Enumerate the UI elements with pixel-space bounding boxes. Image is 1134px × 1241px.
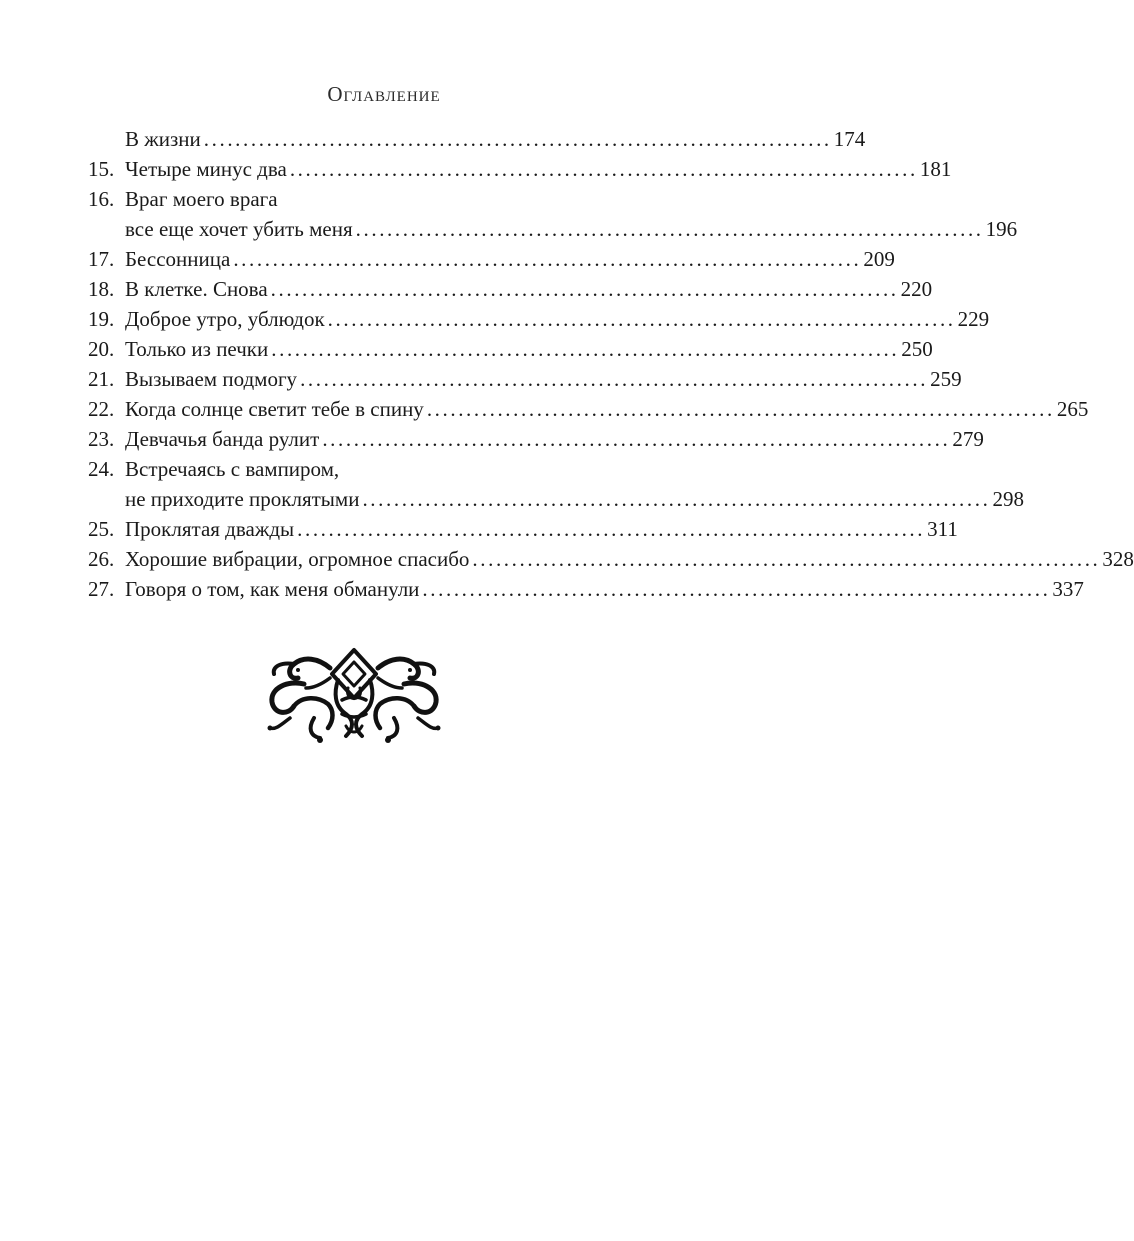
leader-dots: ................................................................................: [271, 337, 900, 361]
toc-entry-title: В жизни: [125, 127, 201, 151]
toc-entry-page: 311: [927, 517, 958, 541]
toc-entry[interactable]: [88, 334, 933, 364]
toc-entry-page: 250: [901, 337, 933, 361]
toc-entry-title: не приходите проклятыми: [125, 487, 360, 511]
toc-entry-page: 209: [863, 247, 895, 271]
toc-entry-title: Встречаясь с вампиром,: [125, 457, 340, 481]
leader-dots: ................................................................................: [300, 367, 929, 391]
leader-dots: ................................................................................: [327, 307, 956, 331]
toc-entry-title: В клетке. Снова: [125, 277, 268, 301]
toc-entry-title: Четыре минус два: [125, 157, 287, 181]
toc-entry[interactable]: [88, 424, 984, 454]
toc-entry-number: 16.: [88, 187, 115, 211]
toc-entry-page: 279: [952, 427, 984, 451]
toc-entry-page: 328: [1102, 547, 1134, 571]
leader-dots: ................................................................................: [270, 277, 899, 301]
toc-entry[interactable]: [88, 274, 933, 304]
toc-entry-number: 26.: [88, 547, 115, 571]
toc-entry-title: Враг моего врага: [125, 187, 278, 211]
leader-dots: ................................................................................: [422, 577, 1051, 601]
leader-dots: ................................................................................: [355, 217, 984, 241]
toc-entry-number: 17.: [88, 247, 115, 271]
toc-entry-number: 15.: [88, 157, 115, 181]
toc-entry-number: 22.: [88, 397, 115, 421]
toc-entry-continuation[interactable]: [88, 484, 1024, 514]
leader-dots: ................................................................................: [289, 157, 918, 181]
toc-entry-title: все еще хочет убить меня: [125, 217, 353, 241]
toc-entry-page: 220: [900, 277, 933, 301]
toc-entry-title: Доброе утро, ублюдок: [125, 307, 325, 331]
toc-entry-page: 196: [985, 217, 1018, 241]
toc-entry[interactable]: [88, 544, 1134, 574]
toc-entry-number: 18.: [88, 277, 115, 301]
toc-entry-title: Девчачья банда рулит: [125, 427, 320, 451]
toc-entry[interactable]: [88, 184, 621, 214]
toc-entry[interactable]: [88, 514, 958, 544]
table-of-contents: [88, 124, 1134, 604]
toc-entry-continuation[interactable]: [88, 214, 1018, 244]
page-title: Оглавление: [327, 82, 441, 106]
toc-entry-number: 24.: [88, 457, 115, 481]
toc-entry-number: 19.: [88, 307, 115, 331]
toc-entry-title: Бессонница: [125, 247, 231, 271]
leader-dots: ................................................................................: [472, 547, 1101, 571]
toc-entry-number: 25.: [88, 517, 115, 541]
toc-entry-page: 259: [930, 367, 962, 391]
toc-entry-page: 265: [1056, 397, 1089, 421]
leader-dots: ................................................................................: [233, 247, 862, 271]
toc-entry-number: 21.: [88, 367, 115, 391]
toc-entry[interactable]: [88, 574, 1084, 604]
leader-dots: ................................................................................: [426, 397, 1055, 421]
toc-entry-title: Проклятая дважды: [125, 517, 295, 541]
toc-entry-title: Говоря о том, как меня обманули: [125, 577, 420, 601]
toc-entry[interactable]: [88, 364, 962, 394]
leader-dots: ................................................................................: [297, 517, 926, 541]
toc-entry[interactable]: [88, 124, 866, 154]
leader-dots: ................................................................................: [322, 427, 951, 451]
toc-entry-page: 298: [992, 487, 1024, 511]
toc-entry-title: Только из печки: [125, 337, 269, 361]
toc-entry[interactable]: [88, 394, 1089, 424]
leader-dots: ................................................................................: [203, 127, 832, 151]
toc-entry[interactable]: [88, 454, 621, 484]
toc-entry-title: Когда солнце светит тебе в спину: [125, 397, 424, 421]
toc-entry-title: Хорошие вибрации, огромное спасибо: [125, 547, 470, 571]
toc-entry-page: 181: [919, 157, 952, 181]
toc-entry-title: Вызываем подмогу: [125, 367, 298, 391]
leader-dots: ................................................................................: [362, 487, 991, 511]
celtic-knot-ornament-icon: [264, 644, 444, 746]
toc-entry-page: 337: [1052, 577, 1084, 601]
toc-entry-number: 20.: [88, 337, 115, 361]
toc-entry-number: 27.: [88, 577, 115, 601]
toc-entry[interactable]: [88, 244, 895, 274]
toc-entry-page: 229: [957, 307, 990, 331]
toc-entry[interactable]: [88, 304, 990, 334]
toc-entry-page: 174: [833, 127, 866, 151]
toc-entry-number: 23.: [88, 427, 115, 451]
toc-entry[interactable]: [88, 154, 952, 184]
